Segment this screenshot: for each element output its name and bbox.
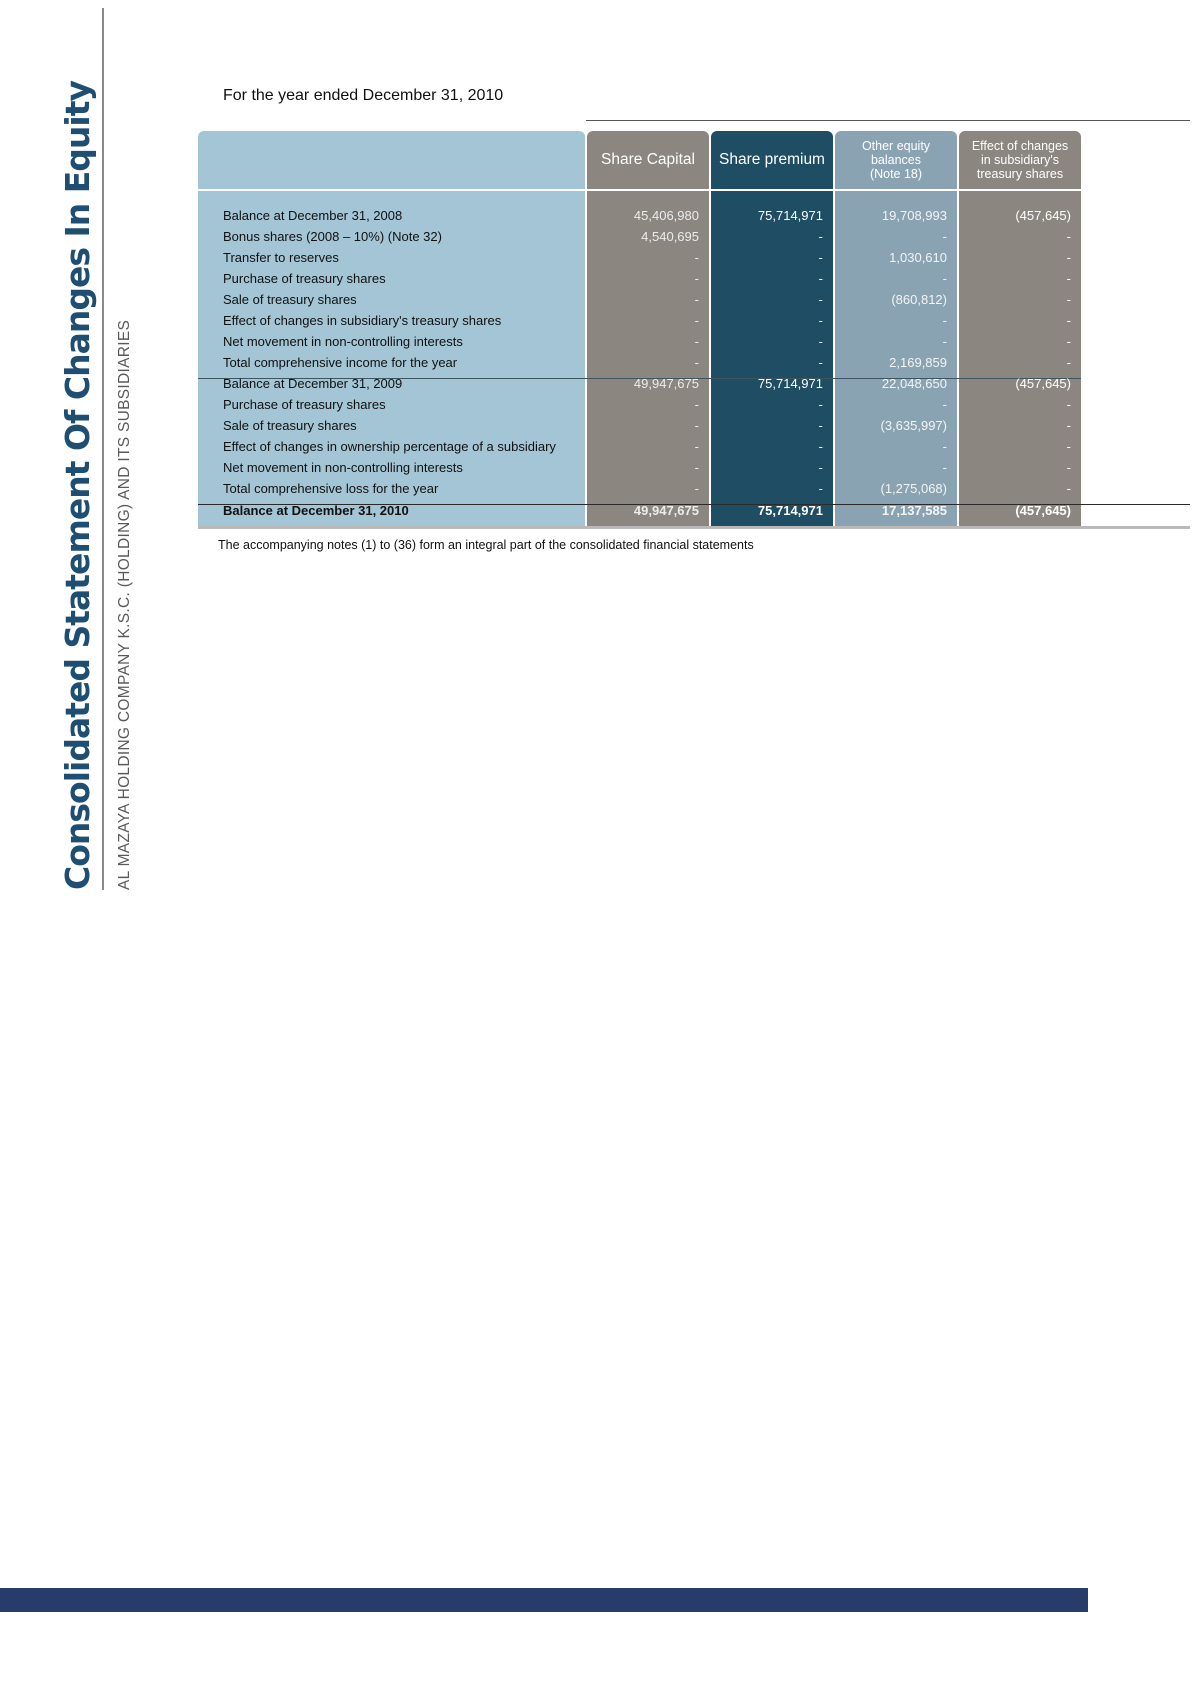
cell-other-equity: - [942,397,947,412]
cell-other-equity: (3,635,997) [880,418,947,433]
table-row [198,332,1081,353]
side-title: Consolidated Statement Of Changes In Equity [58,81,97,890]
table-row [198,374,1081,395]
header-effect-changes: Effect of changes in subsidiary's treasury shares [971,139,1069,181]
cell-other-equity: - [942,439,947,454]
cell-share-capital: - [694,250,699,265]
table-row [198,269,1081,290]
row-label: Balance at December 31, 2008 [223,208,403,223]
cell-share-premium: - [818,271,823,286]
cell-share-capital: - [694,460,699,475]
cell-other-equity: - [942,313,947,328]
company-name: AL MAZAYA HOLDING COMPANY K.S.C. (HOLDING) AND ITS SUBSIDIARIES [116,319,133,890]
cell-share-premium: - [818,397,823,412]
cell-share-capital: 49,947,675 [633,376,699,391]
cell-share-premium: - [818,481,823,496]
cell-effect-changes: (457,645) [1015,376,1071,391]
cell-share-premium: - [818,292,823,307]
table-row [198,501,1081,522]
cell-share-capital: 4,540,695 [641,229,699,244]
row-label: Purchase of treasury shares [223,271,386,286]
row-label: Transfer to reserves [223,250,339,265]
table-row [198,479,1081,500]
cell-effect-changes: (457,645) [1015,503,1071,518]
footnote: The accompanying notes (1) to (36) form an integral part of the consolidated financial statements [218,538,754,552]
cell-share-capital: - [694,271,699,286]
cell-effect-changes: - [1066,418,1071,433]
cell-share-capital: - [694,355,699,370]
cell-effect-changes: - [1066,313,1071,328]
cell-share-premium: - [818,355,823,370]
row-label: Purchase of treasury shares [223,397,386,412]
cell-share-capital: - [694,334,699,349]
row-label: Effect of changes in subsidiary's treasury shares [223,313,502,328]
cell-effect-changes: - [1066,271,1071,286]
cell-share-premium: 75,714,971 [757,376,823,391]
table-row [198,458,1081,479]
row-label: Net movement in non-controlling interests [223,334,463,349]
cell-share-premium: - [818,250,823,265]
cell-other-equity: 2,169,859 [889,355,947,370]
cell-other-equity: 19,708,993 [881,208,947,223]
cell-share-capital: 49,947,675 [633,503,699,518]
cell-share-capital: 45,406,980 [633,208,699,223]
period-heading: For the year ended December 31, 2010 [223,87,504,104]
table-row [198,206,1081,227]
row-label: Total comprehensive income for the year [223,355,458,370]
table-row [198,437,1081,458]
cell-share-premium: 75,714,971 [757,208,823,223]
header-separator [198,189,1081,191]
row-label: Bonus shares (2008 – 10%) (Note 32) [223,229,442,244]
cell-share-premium: - [818,313,823,328]
row-label: Sale of treasury shares [223,292,357,307]
sidebar-divider [102,8,104,890]
table-row [198,248,1081,269]
cell-other-equity: 1,030,610 [889,250,947,265]
cell-other-equity: - [942,229,947,244]
cell-share-capital: - [694,439,699,454]
cell-other-equity: 17,137,585 [881,503,947,518]
equity-table [198,131,1085,529]
cell-other-equity: - [942,460,947,475]
cell-other-equity: 22,048,650 [881,376,947,391]
cell-effect-changes: - [1066,292,1071,307]
total-rule-bottom [198,526,1190,529]
table-row [198,416,1081,437]
header-other-equity: Other equity balances (Note 18) [861,139,931,181]
cell-other-equity: - [942,334,947,349]
cell-effect-changes: - [1066,439,1071,454]
table-row [198,395,1081,416]
row-label: Total comprehensive loss for the year [223,481,439,496]
cell-share-capital: - [694,397,699,412]
row-label: Balance at December 31, 2009 [223,376,403,391]
row-label: Effect of changes in ownership percentage of a subsidiary [223,439,556,454]
cell-other-equity: (1,275,068) [880,481,947,496]
cell-share-capital: - [694,292,699,307]
cell-share-premium: - [818,334,823,349]
cell-effect-changes: - [1066,460,1071,475]
cell-effect-changes: - [1066,334,1071,349]
cell-effect-changes: - [1066,229,1071,244]
footer-bar [0,1588,1088,1612]
cell-share-premium: - [818,418,823,433]
table-row [198,311,1081,332]
cell-effect-changes: (457,645) [1015,208,1071,223]
cell-effect-changes: - [1066,355,1071,370]
row-label: Net movement in non-controlling interests [223,460,463,475]
cell-share-capital: - [694,313,699,328]
cell-share-premium: 75,714,971 [757,503,823,518]
table-row [198,353,1081,374]
cell-other-equity: (860,812) [891,292,947,307]
cell-effect-changes: - [1066,250,1071,265]
row-label: Balance at December 31, 2010 [223,503,409,518]
row-label: Sale of treasury shares [223,418,357,433]
table-row [198,290,1081,311]
cell-share-premium: - [818,229,823,244]
cell-other-equity: - [942,271,947,286]
header-share-capital: Share Capital [601,151,695,168]
header-rule [586,120,1190,121]
header-share-premium: Share premium [719,151,825,168]
cell-share-premium: - [818,460,823,475]
cell-effect-changes: - [1066,481,1071,496]
cell-share-capital: - [694,418,699,433]
cell-share-premium: - [818,439,823,454]
table-row [198,227,1081,248]
cell-share-capital: - [694,481,699,496]
cell-effect-changes: - [1066,397,1071,412]
